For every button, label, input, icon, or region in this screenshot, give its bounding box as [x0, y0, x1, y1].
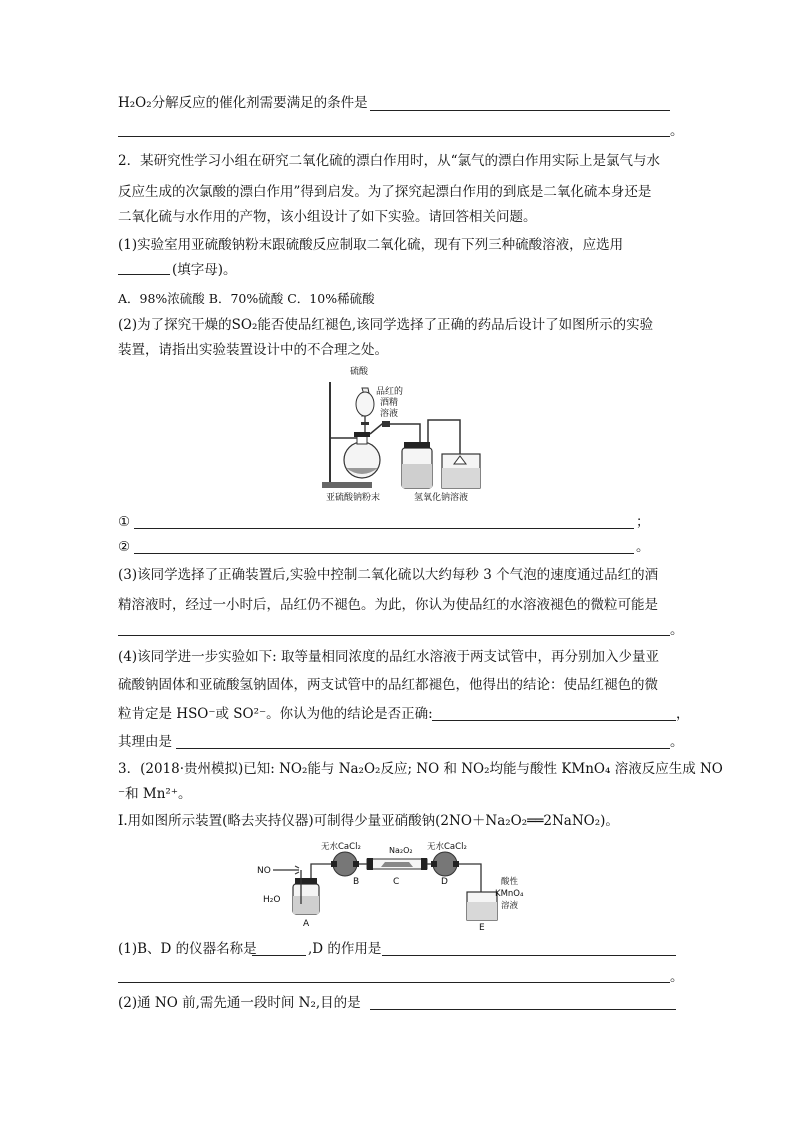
part4-line-3: 粒肯定是 HSO⁻或 SO²⁻。你认为他的结论是否正确: [118, 706, 433, 722]
label-cacl2-d: 无水CaCl₂ [427, 842, 467, 852]
sub2-line: (2)通 NO 前,需先通一段时间 N₂,目的是 [118, 995, 361, 1011]
part3-line-1: (3)该同学选择了正确装置后,实验中控制二氧化硫以大约每秒 3 个气泡的速度通过品红的酒 [118, 567, 659, 583]
label-d: D [441, 877, 448, 887]
part1-line-2: (填字母)。 [172, 262, 237, 278]
part4-line-4: 其理由是 [118, 734, 172, 750]
label-sulfuric-acid: 硫酸 [350, 367, 369, 377]
options-line: A．98%浓硫酸 B．70%硫酸 C．10%稀硫酸 [118, 291, 375, 306]
label-kmno4: KMnO₄ [495, 889, 524, 899]
q3-line-1: 3．(2018·贵州模拟)已知: NO₂能与 Na₂O₂反应; NO 和 NO₂均能与酸性 KMnO₄ 溶液反应生成 NO [118, 761, 723, 777]
part2-line-2: 装置，请指出实验装置设计中的不合理之处。 [118, 342, 388, 358]
period-mark: 。 [670, 123, 684, 139]
label-acidic: 酸性 [501, 877, 519, 887]
section-i-line: Ⅰ.用如图所示装置(略去夹持仪器)可制得少量亚硝酸钠(2NO＋Na₂O₂══2NaNO₂)。 [118, 813, 619, 829]
label-c: C [393, 877, 400, 887]
period-mark: 。 [636, 539, 650, 555]
answer-blank-part3[interactable] [118, 635, 670, 636]
nano2-apparatus-figure [255, 840, 525, 932]
q3-line-2: ⁻和 Mn²⁺。 [118, 786, 192, 802]
answer-blank-circle-1[interactable] [134, 528, 634, 529]
answer-blank-1[interactable] [370, 110, 670, 111]
period-mark: 。 [670, 622, 684, 638]
part1-line-1: (1)实验室用亚硫酸钠粉末跟硫酸反应制取二氧化硫，现有下列三种硫酸溶液，应选用 [118, 237, 624, 253]
label-na2o2: Na₂O₂ [389, 846, 413, 855]
part4-line-2: 硫酸钠固体和亚硫酸氢钠固体，两支试管中的品红都褪色，他得出的结论：使品红褪色的微 [118, 677, 658, 693]
answer-blank-part4-reason[interactable] [176, 748, 670, 749]
label-pinhong: 品红的 [376, 387, 404, 397]
semicolon-mark: ； [636, 514, 650, 530]
answer-blank-circle-2[interactable] [134, 553, 634, 554]
label-rongye: 溶液 [380, 409, 399, 419]
label-solution: 溶液 [501, 901, 519, 911]
label-a: A [303, 919, 310, 929]
q2-line-3: 二氧化硫与水作用的产物，该小组设计了如下实验。请回答相关问题。 [118, 209, 537, 225]
part3-line-2: 精溶液时，经过一小时后，品红仍不褪色。为此，你认为使品红的水溶液褪色的微粒可能是 [118, 597, 658, 613]
label-h2o: H₂O [263, 895, 281, 905]
label-b: B [353, 877, 360, 887]
answer-blank-n2-purpose[interactable] [370, 1009, 676, 1010]
so2-apparatus-figure [320, 364, 500, 504]
period-mark: 。 [670, 734, 684, 750]
q2-line-2: 反应生成的次氯酸的漂白作用”得到启发。为了探究起漂白作用的到底是二氧化硫本身还是 [118, 184, 652, 200]
answer-blank-d-role[interactable] [382, 955, 676, 956]
answer-circle-2: ② [118, 539, 131, 555]
answer-blank-d-role-2[interactable] [118, 982, 670, 983]
comma-mark: ， [676, 706, 690, 722]
answer-blank-choice[interactable] [118, 274, 170, 275]
label-cacl2-b: 无水CaCl₂ [321, 842, 361, 852]
label-naoh: 氢氧化钠溶液 [414, 493, 469, 503]
q2-line-1: 2．某研究性学习小组在研究二氧化硫的漂白作用时，从“氯气的漂白作用实际上是氯气与水 [118, 153, 660, 169]
part4-line-1: (4)该同学进一步实验如下: 取等量相同浓度的品红水溶液于两支试管中，再分别加入少量亚 [118, 649, 659, 665]
sub1-line-b: ,D 的作用是 [308, 941, 382, 957]
sub1-line-a: (1)B、D 的仪器名称是 [118, 941, 257, 957]
h2o2-condition-line: H₂O₂分解反应的催化剂需要满足的条件是 [118, 95, 368, 111]
label-e: E [479, 923, 485, 932]
answer-circle-1: ① [118, 514, 131, 530]
label-no: NO [257, 866, 271, 876]
part2-line-1: (2)为了探究干燥的SO₂能否使品红褪色,该同学选择了正确的药品后设计了如图所示的实验 [118, 317, 654, 333]
answer-blank-part4-judge[interactable] [432, 720, 676, 721]
answer-blank-2[interactable] [118, 136, 670, 137]
answer-blank-instrument[interactable] [252, 955, 306, 956]
label-jiujing: 酒精 [380, 398, 399, 408]
period-mark: 。 [670, 969, 684, 985]
label-powder: 亚硫酸钠粉末 [326, 493, 381, 503]
